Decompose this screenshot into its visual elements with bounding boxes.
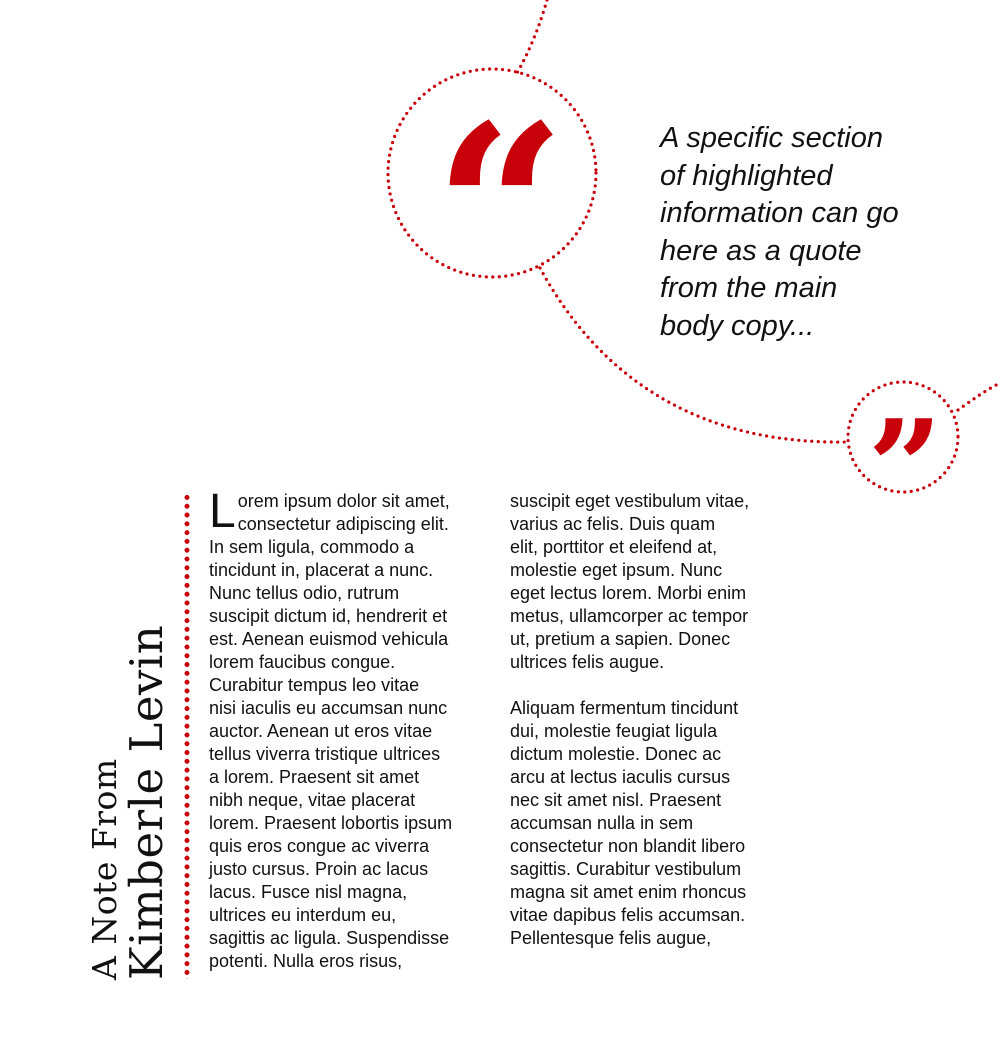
article-line: suscipit eget vestibulum vitae, <box>510 491 750 511</box>
pull-quote-line: of highlighted <box>660 159 833 192</box>
pull-quote <box>660 120 950 345</box>
article-line: accumsan nulla in sem <box>510 813 694 833</box>
article-column-2 <box>510 490 800 950</box>
article-line: ultrices felis augue. <box>510 652 665 672</box>
right-connector-line <box>958 383 1000 410</box>
article-line: In sem ligula, commodo a <box>209 537 415 557</box>
pull-quote-line: from the main <box>660 272 838 304</box>
article-line: arcu at lectus iaculis cursus <box>510 767 731 787</box>
byline-author-name: Kimberle Levin <box>120 624 173 980</box>
article-line: auctor. Aenean ut eros vitae <box>209 721 433 741</box>
article-column-1 <box>209 485 499 973</box>
article-line: consectetur adipiscing elit. <box>237 514 449 534</box>
byline-prefix: A Note From <box>85 758 124 980</box>
article-paragraph <box>510 697 800 950</box>
article-line: Curabitur tempus leo vitae <box>209 675 420 695</box>
article-line: elit, porttitor et eleifend at, <box>510 537 718 557</box>
article-line: quis eros congue ac viverra <box>209 836 430 856</box>
pull-quote-line: body copy... <box>660 309 815 342</box>
article-line: nisi iaculis eu accumsan nunc <box>209 698 448 718</box>
article-line: suscipit dictum id, hendrerit et <box>209 606 448 626</box>
article-line: lacus. Fusce nisl magna, <box>209 882 408 902</box>
dotted-divider <box>183 493 191 979</box>
pull-quote-line: A specific section <box>660 122 883 154</box>
article-line: lorem. Praesent lobortis ipsum <box>209 813 453 833</box>
article-line: consectetur non blandit libero <box>510 836 746 856</box>
article-line: metus, ullamcorper ac tempor <box>510 606 749 626</box>
article-line: dui, molestie feugiat ligula <box>510 721 718 741</box>
article-line: est. Aenean euismod vehicula <box>209 629 449 649</box>
article-line: Nunc tellus odio, rutrum <box>209 583 400 603</box>
article-line: eget lectus lorem. Morbi enim <box>510 583 747 603</box>
article-line: vitae dapibus felis accumsan. <box>510 905 746 925</box>
pull-quote-line: information can go <box>660 197 899 229</box>
article-line: ultrices eu interdum eu, <box>209 905 397 925</box>
article-line: Pellentesque felis augue, <box>510 928 712 948</box>
article-line: nec sit amet nisl. Praesent <box>510 790 722 810</box>
article-line: Aliquam fermentum tincidunt <box>510 698 739 718</box>
article-line: sagittis. Curabitur vestibulum <box>510 859 742 879</box>
article-line: potenti. Nulla eros risus, <box>209 951 403 971</box>
close-quote-icon: ” <box>867 391 943 544</box>
article-line: dictum molestie. Donec ac <box>510 744 722 764</box>
drop-cap: L <box>209 485 236 538</box>
article-line: tellus viverra tristique ultrices <box>209 744 441 764</box>
article-line: magna sit amet enim rhoncus <box>510 882 747 902</box>
article-line: lorem faucibus congue. <box>209 652 396 672</box>
article-line: sagittis ac ligula. Suspendisse <box>209 928 450 948</box>
byline <box>86 625 171 980</box>
article-line: nibh neque, vitae placerat <box>209 790 416 810</box>
article-paragraph <box>209 485 499 973</box>
pull-quote-line: here as a quote <box>660 234 862 267</box>
article-paragraph <box>510 490 800 674</box>
article-line: tincidunt in, placerat a nunc. <box>209 560 434 580</box>
open-quote-icon: “ <box>433 75 567 345</box>
article-line: molestie eget ipsum. Nunc <box>510 560 723 580</box>
article-line: justo cursus. Proin ac lacus <box>209 859 429 879</box>
article-line: orem ipsum dolor sit amet, <box>237 491 450 511</box>
article-line: varius ac felis. Duis quam <box>510 514 716 534</box>
top-connector-line <box>517 0 547 73</box>
article-line: a lorem. Praesent sit amet <box>209 767 420 787</box>
article-line: ut, pretium a sapien. Donec <box>510 629 731 649</box>
